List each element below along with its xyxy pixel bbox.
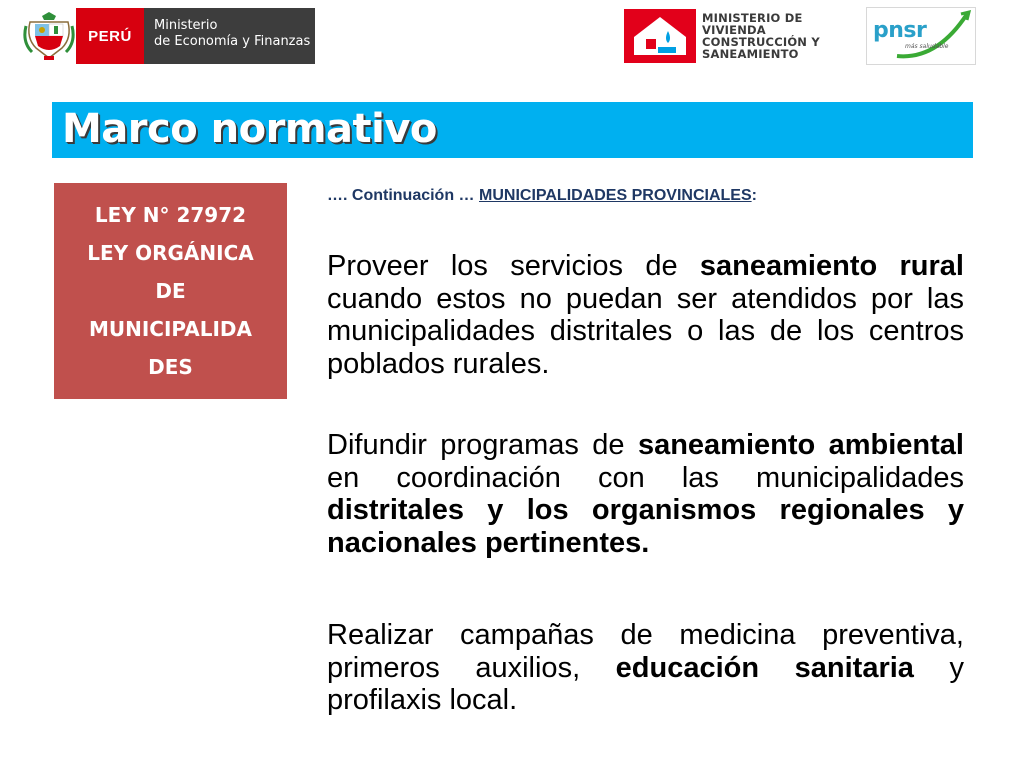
mef-logo	[22, 8, 315, 64]
paragraph-medicina-preventiva	[327, 619, 964, 717]
vivienda-line: CONSTRUCCIÓN Y	[702, 35, 820, 49]
pnsr-logo	[866, 7, 976, 65]
pnsr-wordmark: pnsr	[873, 18, 927, 43]
paragraph-text: Realizar campañas de medicina preventiva, primeros auxilios,	[327, 619, 964, 684]
law-box	[54, 183, 287, 399]
paragraph-saneamiento-ambiental	[327, 429, 964, 559]
vivienda-line: SANEAMIENTO	[702, 47, 799, 61]
vivienda-house-icon	[624, 9, 696, 63]
continuation-heading	[327, 187, 757, 205]
law-line: LEY N° 27972	[94, 203, 247, 227]
vivienda-name	[702, 12, 820, 60]
paragraph-text: Difundir programas de	[327, 429, 638, 461]
continuation-prefix: …. Continuación …	[327, 187, 479, 204]
paragraph-bold: saneamiento rural	[699, 250, 964, 282]
paragraph-bold: distritales y los organismos regionales y nacionales pertinentes.	[327, 494, 964, 559]
law-line: DES	[148, 355, 193, 379]
vivienda-line: VIVIENDA	[702, 23, 766, 37]
paragraph-text: en coordinación con las municipalidades	[327, 461, 964, 494]
paragraph-text: cuando estos no puedan ser atendidos por las municipalidades distritales o las de los centros poblados rurales.	[327, 282, 964, 380]
pnsr-tagline: más saludable	[905, 43, 949, 50]
paragraph-bold: educación sanitaria	[615, 651, 914, 684]
paragraph-bold: saneamiento ambiental	[637, 429, 964, 461]
paragraph-saneamiento-rural	[327, 250, 964, 380]
mef-line-2: de Economía y Finanzas	[154, 34, 311, 49]
vivienda-line: MINISTERIO DE	[702, 11, 803, 25]
law-line: DE	[155, 279, 186, 303]
vivienda-logo	[624, 8, 860, 64]
continuation-subject: MUNICIPALIDADES PROVINCIALES	[479, 187, 752, 204]
law-line: MUNICIPALIDA	[88, 317, 252, 341]
title-bar	[52, 102, 973, 158]
paragraph-text: Proveer los servicios de	[327, 250, 700, 282]
continuation-suffix: :	[751, 187, 757, 204]
law-line: LEY ORGÁNICA	[87, 241, 254, 265]
paragraph-text: y profilaxis local.	[327, 651, 964, 716]
mef-name	[144, 8, 315, 64]
peru-label: PERÚ	[76, 8, 144, 64]
slide-title: Marco normativo	[62, 106, 437, 152]
peru-coat-of-arms-icon	[22, 8, 76, 64]
mef-line-1: Ministerio	[154, 18, 218, 33]
